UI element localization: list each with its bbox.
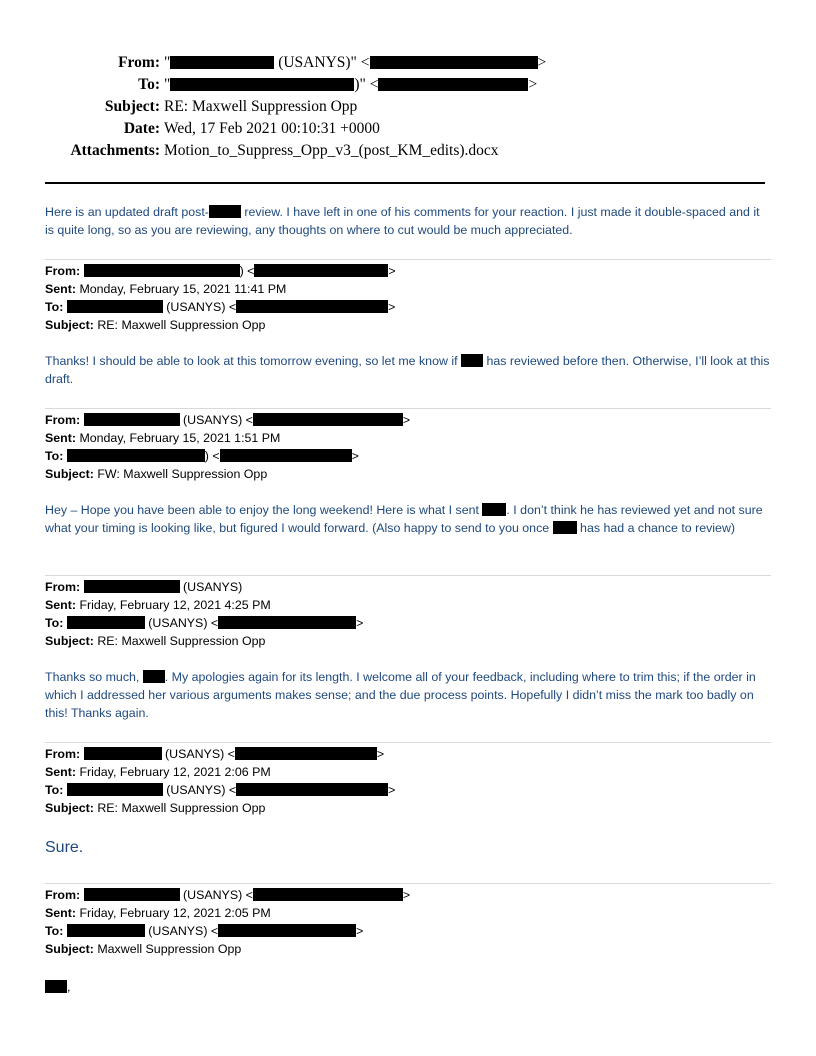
meta-subject-value: FW: Maxwell Suppression Opp — [97, 467, 268, 481]
meta-sent-label: Sent: — [45, 765, 76, 779]
meta-sent-value: Friday, February 12, 2021 4:25 PM — [79, 598, 271, 612]
meta-from-label: From: — [45, 264, 81, 278]
header-to-close: > — [528, 76, 538, 93]
meta-to-row — [45, 447, 410, 465]
meta-from-row — [45, 411, 410, 429]
meta-from-row — [45, 262, 396, 280]
meta-subject-row — [45, 940, 410, 958]
meta-to-close: > — [388, 783, 396, 797]
redaction-block — [84, 580, 180, 593]
meta-subject-row — [45, 632, 363, 650]
meta-to-close: > — [351, 449, 359, 463]
meta-subject-label: Subject: — [45, 801, 94, 815]
header-from-label: From: — [118, 54, 160, 71]
meta-to-label: To: — [45, 300, 64, 314]
redaction-block — [170, 56, 274, 69]
message-divider — [45, 408, 771, 409]
redaction-block — [236, 300, 388, 313]
meta-from-label: From: — [45, 888, 81, 902]
message-body — [45, 668, 771, 722]
message-divider — [45, 883, 771, 884]
redaction-block — [253, 413, 403, 426]
body-text: . My apologies again for its length. I welcome all of your feedback, including where to trim this; if the order in which I addressed her various arguments makes sense; and the due process points. Hopefully I didn’t miss the mark too badly on this! Thanks again. — [45, 670, 756, 720]
meta-from-value: (USANYS) < — [179, 413, 253, 427]
message-body: Sure. — [45, 839, 84, 856]
header-date-label: Date: — [123, 120, 160, 137]
meta-to-row — [45, 781, 395, 799]
body-text: . I don’t think he has reviewed yet and not sure what your timing is looking like, but figured I would forward. (Also happy to send to you once — [45, 503, 763, 535]
message-body — [45, 352, 771, 388]
meta-from-label: From: — [45, 747, 81, 761]
meta-from-row — [45, 745, 395, 763]
header-attachments-label: Attachments: — [70, 142, 160, 159]
meta-to-close: > — [356, 924, 364, 938]
body-text: Hey – Hope you have been able to enjoy the long weekend! Here is what I sent — [45, 503, 483, 517]
meta-sent-row — [45, 763, 395, 781]
meta-from-label: From: — [45, 413, 81, 427]
redaction-block — [143, 670, 165, 683]
redaction-block — [84, 264, 240, 277]
body-text: Thanks so much, — [45, 670, 143, 684]
meta-from-value: (USANYS) < — [161, 747, 235, 761]
redaction-block — [220, 449, 352, 462]
meta-subject-row — [45, 465, 410, 483]
meta-to-value: (USANYS) < — [144, 616, 219, 630]
redaction-block — [236, 783, 388, 796]
meta-to-label: To: — [45, 783, 64, 797]
meta-from-label: From: — [45, 580, 81, 594]
redaction-block — [209, 205, 241, 218]
meta-sent-label: Sent: — [45, 282, 76, 296]
header-to-mid: )" < — [354, 76, 379, 93]
meta-sent-row — [45, 280, 396, 298]
redaction-block — [67, 300, 163, 313]
redaction-block — [553, 521, 577, 534]
message-divider — [45, 742, 771, 743]
message-body — [45, 203, 771, 239]
meta-to-value: (USANYS) < — [144, 924, 219, 938]
meta-from-close: > — [376, 747, 385, 761]
header-attachments-row — [0, 140, 816, 162]
meta-sent-label: Sent: — [45, 906, 76, 920]
email-header — [0, 52, 816, 162]
meta-subject-row — [45, 799, 395, 817]
header-date-value: Wed, 17 Feb 2021 00:10:31 +0000 — [164, 120, 380, 137]
meta-sent-row — [45, 596, 363, 614]
body-text: review. I have left in one of his comments for your reaction. I just made it double-spaced and it is quite long, so as you are reviewing, any thoughts on where to cut would be much appreciated. — [45, 205, 760, 237]
redaction-block — [461, 354, 483, 367]
body-text: has reviewed before then. Otherwise, I’ll look at this draft. — [45, 354, 770, 386]
meta-from-row — [45, 578, 363, 596]
meta-subject-value: RE: Maxwell Suppression Opp — [97, 634, 266, 648]
body-text: Here is an updated draft post- — [45, 205, 209, 219]
message-meta — [45, 745, 395, 817]
quote-mark: " — [164, 76, 171, 93]
meta-from-close: > — [388, 264, 396, 278]
body-text: Thanks! I should be able to look at this tomorrow evening, so let me know if — [45, 354, 461, 368]
redaction-block — [378, 78, 528, 91]
body-text: , — [67, 980, 71, 994]
message-body — [45, 978, 771, 996]
redaction-block — [84, 888, 180, 901]
header-from-row — [0, 52, 816, 74]
redaction-block — [170, 78, 354, 91]
header-to-label: To: — [138, 76, 160, 93]
meta-subject-row — [45, 316, 396, 334]
header-date-row — [0, 118, 816, 140]
header-to-row — [0, 74, 816, 96]
header-subject-value: RE: Maxwell Suppression Opp — [164, 98, 358, 115]
body-text: has had a chance to review) — [576, 521, 736, 535]
meta-subject-value: Maxwell Suppression Opp — [97, 942, 242, 956]
message-divider — [45, 575, 771, 576]
meta-sent-value: Monday, February 15, 2021 1:51 PM — [79, 431, 281, 445]
redaction-block — [254, 264, 388, 277]
meta-sent-row — [45, 429, 410, 447]
meta-to-row — [45, 614, 363, 632]
meta-subject-label: Subject: — [45, 318, 94, 332]
meta-sent-value: Friday, February 12, 2021 2:05 PM — [79, 906, 271, 920]
meta-to-label: To: — [45, 924, 64, 938]
meta-sent-value: Monday, February 15, 2021 11:41 PM — [79, 282, 287, 296]
header-subject-row — [0, 96, 816, 118]
redaction-block — [67, 449, 205, 462]
redaction-block — [218, 924, 356, 937]
header-from-close: > — [537, 54, 547, 71]
meta-to-label: To: — [45, 616, 64, 630]
redaction-block — [45, 980, 67, 993]
message-meta — [45, 262, 396, 334]
message-divider — [45, 259, 771, 260]
meta-to-row — [45, 298, 396, 316]
message-meta — [45, 886, 410, 958]
meta-to-row — [45, 922, 410, 940]
redaction-block — [370, 56, 538, 69]
redaction-block — [482, 503, 506, 516]
meta-to-label: To: — [45, 449, 64, 463]
meta-from-row — [45, 886, 410, 904]
meta-subject-value: RE: Maxwell Suppression Opp — [97, 801, 266, 815]
redaction-block — [67, 783, 163, 796]
redaction-block — [253, 888, 403, 901]
meta-to-value: ) < — [204, 449, 220, 463]
meta-from-value: ) < — [239, 264, 255, 278]
header-to-value — [164, 74, 537, 96]
meta-sent-row — [45, 904, 410, 922]
meta-sent-label: Sent: — [45, 431, 76, 445]
meta-from-close: > — [402, 888, 411, 902]
meta-from-value: (USANYS) — [179, 580, 243, 594]
meta-to-close: > — [388, 300, 396, 314]
redaction-block — [67, 616, 145, 629]
redaction-block — [84, 747, 162, 760]
redaction-block — [67, 924, 145, 937]
header-separator — [45, 182, 765, 184]
meta-to-value: (USANYS) < — [162, 783, 237, 797]
redaction-block — [218, 616, 356, 629]
meta-from-close: > — [402, 413, 411, 427]
header-attachment-link[interactable]: Motion_to_Suppress_Opp_v3_(post_KM_edits).docx — [164, 142, 499, 159]
meta-subject-value: RE: Maxwell Suppression Opp — [97, 318, 266, 332]
meta-to-close: > — [356, 616, 364, 630]
header-subject-label: Subject: — [104, 98, 160, 115]
message-body — [45, 501, 771, 537]
quote-mark: " — [164, 54, 171, 71]
message-meta — [45, 578, 363, 650]
meta-subject-label: Subject: — [45, 942, 94, 956]
meta-from-value: (USANYS) < — [179, 888, 253, 902]
header-from-value — [164, 52, 546, 74]
meta-sent-value: Friday, February 12, 2021 2:06 PM — [79, 765, 271, 779]
meta-to-value: (USANYS) < — [162, 300, 237, 314]
redaction-block — [84, 413, 180, 426]
header-from-org: (USANYS)" < — [274, 54, 370, 71]
redaction-block — [235, 747, 377, 760]
meta-sent-label: Sent: — [45, 598, 76, 612]
meta-subject-label: Subject: — [45, 634, 94, 648]
message-meta — [45, 411, 410, 483]
meta-subject-label: Subject: — [45, 467, 94, 481]
